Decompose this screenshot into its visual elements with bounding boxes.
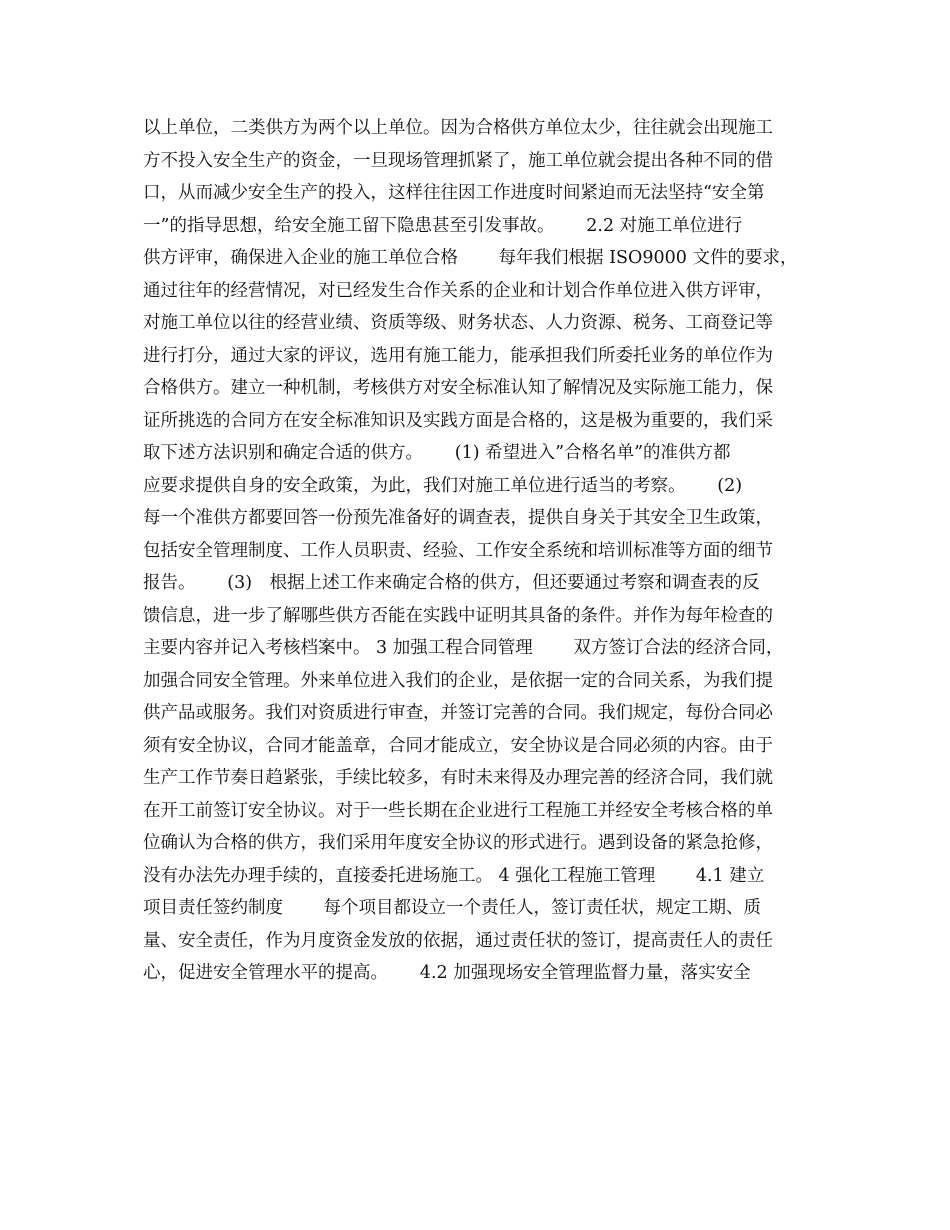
text-line: 主要内容并记入考核档案中。 3 加强工程合同管理 双方签订合法的经济合同， (143, 638, 784, 658)
text-line: 须有安全协议，合同才能盖章，合同才能成立，安全协议是合同必须的内容。由于 (143, 735, 773, 756)
text-line: 位确认为合格的供方，我们采用年度安全协议的形式进行。遇到设备的紧急抢修， (143, 833, 773, 853)
text-line: 进行打分，通过大家的评议，选用有施工能力，能承担我们所委托业务的单位作为 (143, 345, 773, 366)
text-line: 通过往年的经营情况，对已经发生合作关系的企业和计划合作单位进入供方评审， (143, 280, 773, 301)
text-line: 以上单位，二类供方为两个以上单位。因为合格供方单位太少，往往就会出现施工 (143, 118, 773, 138)
text-line: 加强合同安全管理。外来单位进入我们的企业，是依据一定的合同关系，为我们提 (143, 670, 773, 691)
text-line: 没有办法先办理手续的，直接委托进场施工。 4 强化工程施工管理 4.1 建立 (143, 865, 765, 886)
text-line: 对施工单位以往的经营业绩、资质等级、财务状态、人力资源、税务、工商登记等 (143, 313, 773, 333)
text-line: 在开工前签订安全协议。对于一些长期在企业进行工程施工并经安全考核合格的单 (143, 800, 773, 821)
text-line: 量、安全责任，作为月度资金发放的依据，通过责任状的签订，提高责任人的责任 (143, 930, 773, 951)
text-line: 合格供方。建立一种机制，考核供方对安全标准认知了解情况及实际施工能力，保 (143, 378, 773, 398)
text-line: 供方评审，确保进入企业的施工单位合格 每年我们根据 ISO9000 文件的要求， (143, 248, 798, 268)
text-line: 口，从而减少安全生产的投入，这样往往因工作进度时间紧迫而无法坚持“安全第 (143, 183, 765, 203)
text-line: 包括安全管理制度、工作人员职责、经验、工作安全系统和培训标准等方面的细节 (143, 540, 773, 561)
text-line: 心，促进安全管理水平的提高。 4.2 加强现场安全管理监督力量，落实安全 (143, 963, 751, 983)
text-line: 报告。 (3) 根据上述工作来确定合格的供方，但还要通过考察和调查表的反 (143, 573, 760, 593)
text-line: 一”的指导思想，给安全施工留下隐患甚至引发事故。 2.2 对施工单位进行 (143, 215, 743, 236)
text-line: 馈信息，进一步了解哪些供方否能在实践中证明其具备的条件。并作为每年检查的 (143, 605, 773, 626)
text-line: 供产品或服务。我们对资质进行审查，并签订完善的合同。我们规定，每份合同必 (143, 703, 773, 723)
body-text (143, 112, 823, 990)
text-line: 每一个准供方都要回答一份预先准备好的调查表，提供自身关于其安全卫生政策， (143, 508, 773, 528)
text-line: 应要求提供自身的安全政策，为此，我们对施工单位进行适当的考察。 (2) (143, 475, 743, 496)
text-line: 证所挑选的合同方在安全标准知识及实践方面是合格的，这是极为重要的，我们采 (143, 410, 773, 431)
text-line: 方不投入安全生产的资金，一旦现场管理抓紧了，施工单位就会提出各种不同的借 (143, 150, 773, 171)
text-line: 取下述方法识别和确定合适的供方。 (1) 希望进入”合格名单”的准供方都 (143, 443, 731, 463)
text-line: 项目责任签约制度 每个项目都设立一个责任人，签订责任状，规定工期、质 (143, 898, 762, 918)
text-line: 生产工作节奏日趋紧张，手续比较多，有时未来得及办理完善的经济合同，我们就 (143, 768, 773, 788)
